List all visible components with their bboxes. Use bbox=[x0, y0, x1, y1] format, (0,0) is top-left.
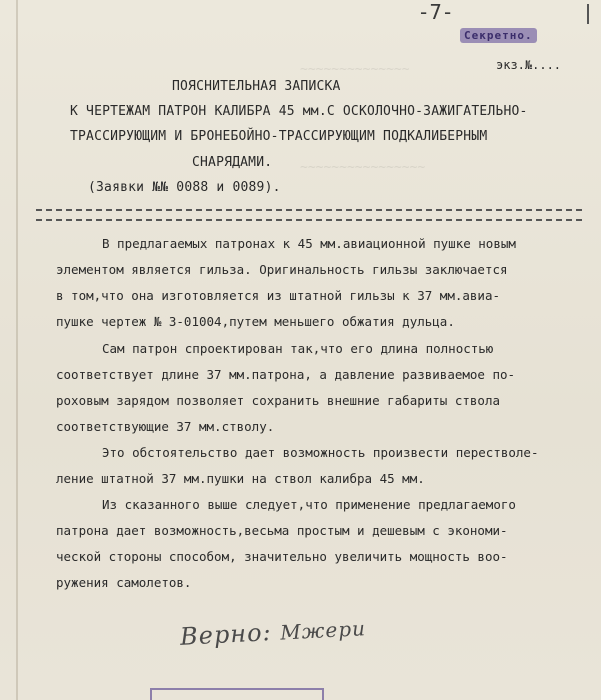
double-dashed-rule bbox=[36, 209, 582, 221]
body-line: в том,что она изготовляется из штатной гильзы к 37 мм.авиа- bbox=[56, 288, 501, 303]
body-line: Сам патрон спроектирован так,что его длина полностью bbox=[102, 341, 494, 356]
bleed-through: ~~~~~~~~~~~~~~~~ bbox=[300, 160, 426, 175]
body-line: Из сказанного выше следует,что применение предлагаемого bbox=[102, 497, 516, 512]
title-line: СНАРЯДАМИ. bbox=[192, 155, 273, 170]
page-number: -7- bbox=[420, 0, 454, 24]
body-line: пушке чертеж № 3-01004,путем меньшего обжатия дульца. bbox=[56, 314, 455, 329]
paper-fold bbox=[16, 0, 18, 700]
title-line: К ЧЕРТЕЖАМ ПАТРОН КАЛИБРА 45 мм.С ОСКОЛОЧНО-ЗАЖИГАТЕЛЬНО- bbox=[70, 104, 528, 119]
title-application-numbers: (Заявки №№ 0088 и 0089). bbox=[88, 180, 281, 195]
body-line: соответствует длине 37 мм.патрона, а давление развиваемое по- bbox=[56, 367, 516, 382]
partial-stamp bbox=[150, 688, 324, 700]
title-line: ТРАССИРУЮЩИМ И БРОНЕБОЙНО-ТРАССИРУЮЩИМ ПОДКАЛИБЕРНЫМ bbox=[70, 129, 488, 144]
body-line: Это обстоятельство дает возможность произвести перестволе- bbox=[102, 445, 539, 460]
copy-number: экз.№.... bbox=[496, 58, 562, 72]
body-line: ружения самолетов. bbox=[56, 575, 192, 590]
handwritten-signature: Верно: Мжери bbox=[179, 616, 367, 651]
body-line: соответствующие 37 мм.стволу. bbox=[56, 419, 275, 434]
body-line: роховым зарядом позволяет сохранить внешние габариты ствола bbox=[56, 393, 501, 408]
secrecy-stamp: Секретно. bbox=[460, 28, 537, 43]
edge-mark bbox=[587, 4, 589, 24]
title-heading: ПОЯСНИТЕЛЬНАЯ ЗАПИСКА bbox=[172, 79, 341, 94]
body-line: элементом является гильза. Оригинальность гильзы заключается bbox=[56, 262, 508, 277]
bleed-through: ~~~~~~~~~~~~~~ bbox=[300, 62, 410, 77]
body-line: ление штатной 37 мм.пушки на ствол калибра 45 мм. bbox=[56, 471, 425, 486]
body-line: патрона дает возможность,весьма простым и дешевым с экономи- bbox=[56, 523, 508, 538]
body-line: В предлагаемых патронах к 45 мм.авиационной пушке новым bbox=[102, 236, 516, 251]
body-line: ческой стороны способом, значительно увеличить мощность воо- bbox=[56, 549, 508, 564]
